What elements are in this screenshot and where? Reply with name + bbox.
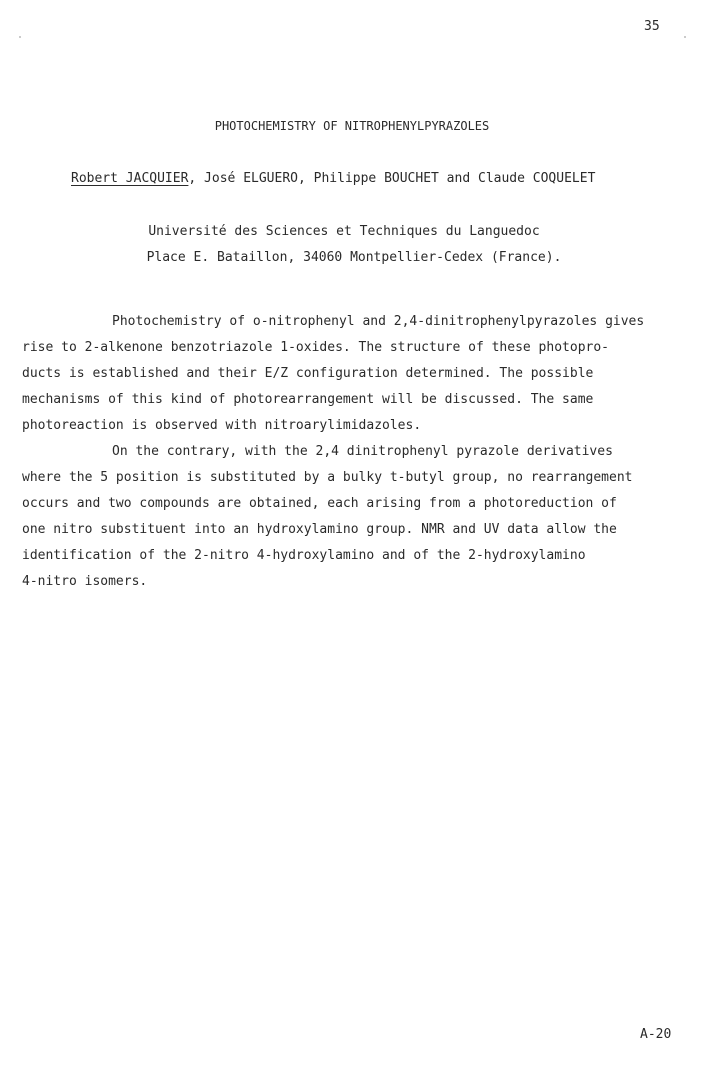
scan-speck [19,36,21,38]
paper-title: PHOTOCHEMISTRY OF NITROPHENYLPYRAZOLES [214,119,490,133]
abstract-line: mechanisms of this kind of photorearrangement will be discussed. The same [22,392,594,407]
author-others: , José ELGUERO, Philippe BOUCHET and Claude COQUELET [188,171,596,186]
abstract-paragraph-2 [22,439,682,595]
footer-code: A-20 [640,1027,672,1042]
abstract-line: occurs and two compounds are obtained, each arising from a photoreduction of [22,496,617,511]
abstract-line: identification of the 2-nitro 4-hydroxylamino and of the 2-hydroxylamino [22,548,586,563]
abstract-line: On the contrary, with the 2,4 dinitrophenyl pyrazole derivatives [112,444,613,459]
author-list [71,171,595,186]
abstract-paragraph-1 [22,309,682,439]
scan-speck [684,36,686,38]
abstract-line: photoreaction is observed with nitroarylimidazoles. [22,418,422,433]
affiliation-line-1: Université des Sciences et Techniques du Languedoc [148,224,540,239]
abstract-line: where the 5 position is substituted by a bulky t-butyl group, no rearrangement [22,470,633,485]
abstract-line: one nitro substituent into an hydroxylamino group. NMR and UV data allow the [22,522,617,537]
affiliation-line-2: Place E. Bataillon, 34060 Montpellier-Cedex (France). [146,250,562,265]
abstract-line: 4-nitro isomers. [22,574,148,589]
abstract-line: rise to 2-alkenone benzotriazole 1-oxides. The structure of these photopro- [22,340,609,355]
abstract-line: ducts is established and their E/Z configuration determined. The possible [22,366,594,381]
author-first: Robert JACQUIER [71,171,189,186]
abstract-line: Photochemistry of o-nitrophenyl and 2,4-dinitrophenylpyrazoles gives [112,314,645,329]
page-number: 35 [644,19,660,34]
